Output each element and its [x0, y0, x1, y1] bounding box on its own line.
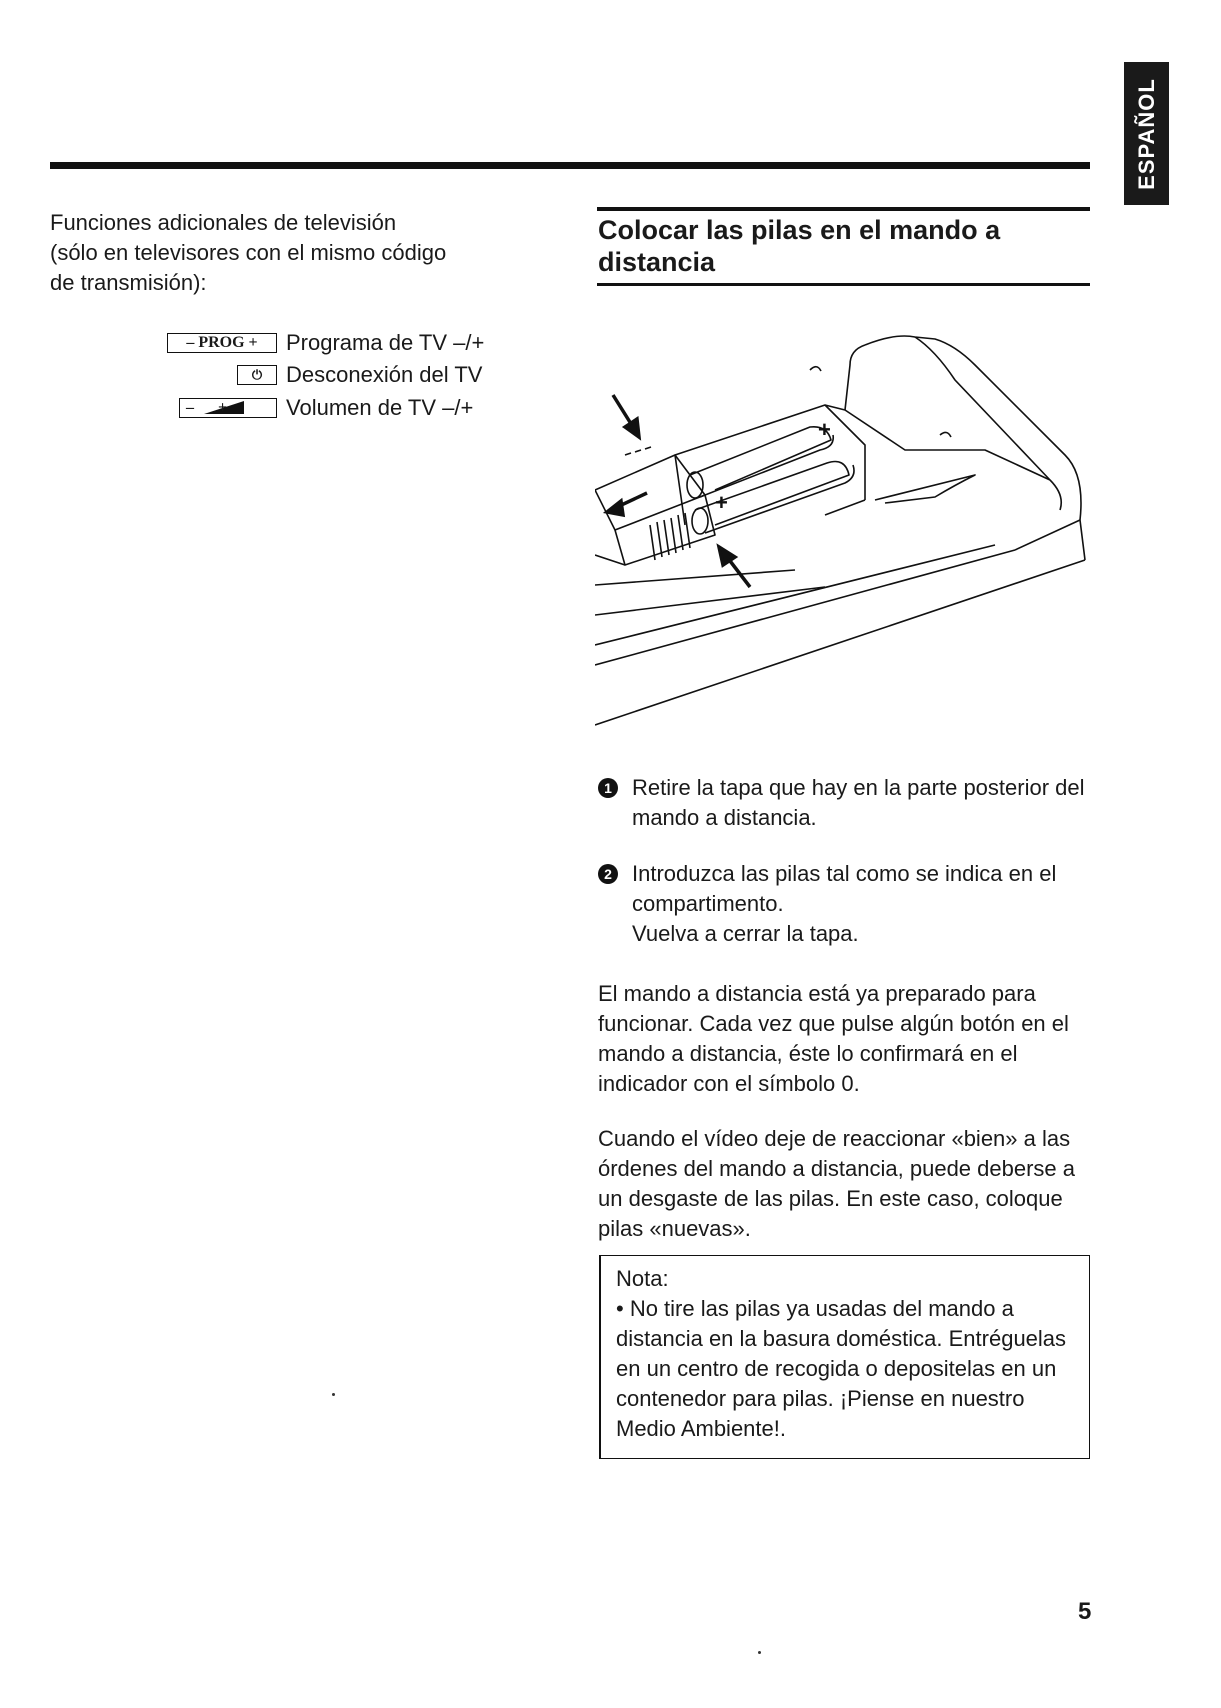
- function-label: Programa de TV –/+: [286, 330, 485, 355]
- volume-key-icon: [179, 398, 277, 418]
- note-line: • No tire las pilas ya usadas del mando a: [616, 1296, 1014, 1321]
- language-tab: [1124, 62, 1169, 205]
- ready-paragraph: [598, 979, 1098, 1099]
- step-number-badge: 2: [598, 864, 618, 884]
- note-line: en un centro de recogida o depositelas en un: [616, 1356, 1057, 1381]
- section-rule-top: [597, 207, 1090, 211]
- header-rule: [50, 162, 1090, 169]
- paragraph-line: Cuando el vídeo deje de reaccionar «bien» a las: [598, 1126, 1071, 1151]
- function-row-program: [160, 328, 520, 358]
- function-label: Volumen de TV –/+: [286, 395, 474, 420]
- volume-key-text: – +: [186, 399, 228, 416]
- page-number: 5: [1078, 1598, 1092, 1625]
- paragraph-line: pilas «nuevas».: [598, 1216, 751, 1241]
- paragraph-line: órdenes del mando a distancia, puede deberse a: [598, 1156, 1076, 1181]
- function-row-volume: [160, 393, 520, 423]
- note-box: [599, 1255, 1090, 1459]
- arrow-icon: [613, 395, 639, 437]
- section-title-line: Colocar las pilas en el mando a: [598, 215, 1001, 245]
- step-1: [598, 773, 1098, 833]
- intro-line: (sólo en televisores con el mismo código: [50, 240, 447, 265]
- step-line: compartimento.: [632, 891, 784, 916]
- scan-speck: [332, 1393, 335, 1396]
- function-row-standby: [160, 360, 520, 390]
- intro-line: Funciones adicionales de televisión: [50, 210, 397, 235]
- paragraph-line: funcionar. Cada vez que pulse algún botón en el: [598, 1011, 1069, 1036]
- paragraph-line: un desgaste de las pilas. En este caso, coloque: [598, 1186, 1063, 1211]
- paragraph-line: indicador con el símbolo 0.: [598, 1071, 860, 1096]
- note-line: contenedor para pilas. ¡Piense en nuestro: [616, 1386, 1025, 1411]
- paragraph-line: El mando a distancia está ya preparado para: [598, 981, 1036, 1006]
- step-line: Vuelva a cerrar la tapa.: [632, 921, 859, 946]
- section-title-line: distancia: [598, 247, 716, 277]
- step-2: [598, 859, 1098, 949]
- arrow-icon: [607, 493, 647, 515]
- paragraph-line: mando a distancia, éste lo confirmará en el: [598, 1041, 1018, 1066]
- prog-key-icon: – PROG +: [167, 333, 277, 353]
- intro-text: [50, 208, 480, 298]
- scan-speck: [758, 1651, 761, 1654]
- note-line: Medio Ambiente!.: [616, 1416, 786, 1441]
- section-title: [598, 214, 1088, 278]
- plus-label: +: [715, 490, 728, 515]
- note-title: Nota:: [616, 1266, 669, 1291]
- intro-line: de transmisión):: [50, 270, 207, 295]
- step-line: mando a distancia.: [632, 805, 817, 830]
- standby-key-icon: ⏻: [237, 365, 277, 385]
- function-label: Desconexión del TV: [286, 362, 483, 387]
- plus-label: +: [818, 417, 831, 442]
- step-line: Retire la tapa que hay en la parte posterior del: [632, 775, 1085, 800]
- arrow-icon: [719, 547, 750, 587]
- language-tab-label: ESPAÑOL: [1133, 77, 1159, 190]
- step-number-badge: 1: [598, 778, 618, 798]
- battery-illustration: [595, 325, 1095, 735]
- section-rule-bottom: [597, 283, 1090, 286]
- battery-paragraph: [598, 1124, 1098, 1244]
- step-line: Introduzca las pilas tal como se indica en el: [632, 861, 1057, 886]
- note-line: distancia en la basura doméstica. Entréguelas: [616, 1326, 1067, 1351]
